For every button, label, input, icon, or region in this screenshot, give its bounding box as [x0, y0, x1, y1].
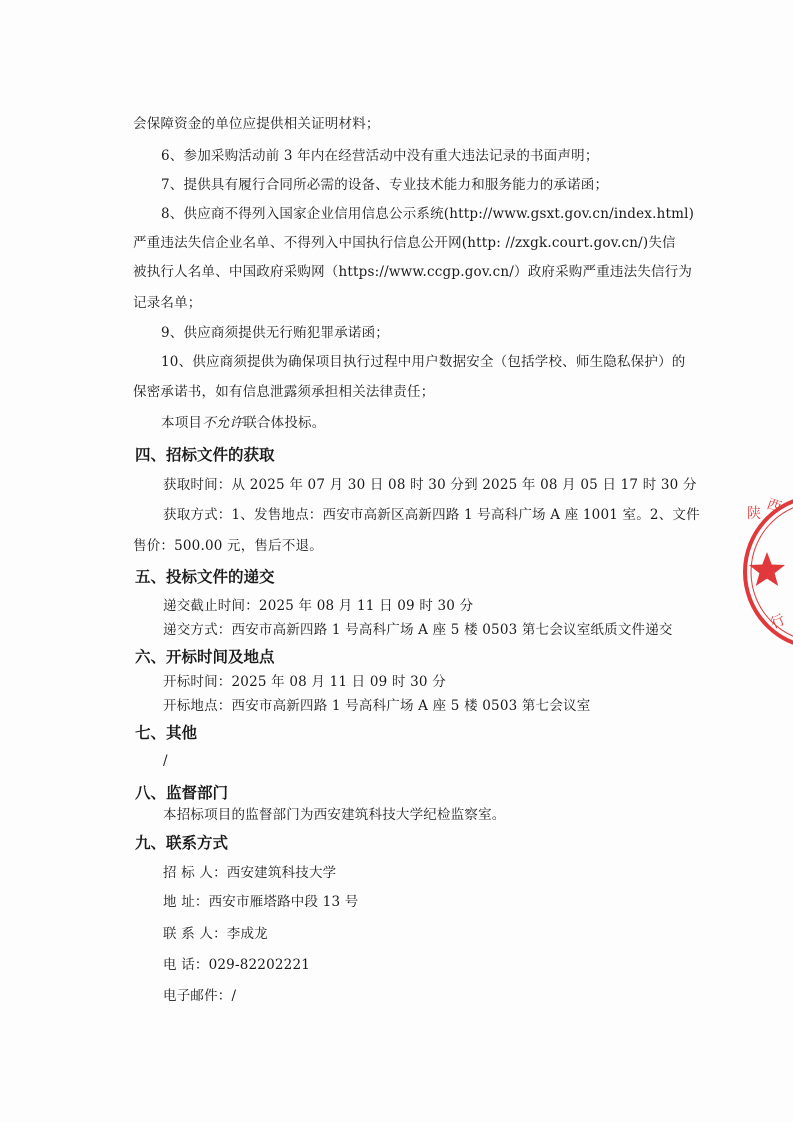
- section-4-time: 获取时间：从 2025 年 07 月 30 日 08 时 30 分到 2025 年 08 月 05 日 17 时 30 分: [163, 477, 697, 493]
- consortium-emphasis: 不允许: [202, 415, 244, 431]
- section-8-content: 本招标项目的监督部门为西安建筑科技大学纪检监察室。: [163, 807, 506, 823]
- seal-graphic: [741, 492, 793, 652]
- contact-email: 电子邮件：/: [163, 988, 237, 1004]
- section-6-time: 开标时间：2025 年 08 月 11 日 09 时 30 分: [163, 674, 446, 690]
- seal-char-1: 陕: [747, 506, 761, 522]
- contact-address: 地 址：西安市雁塔路中段 13 号: [163, 894, 359, 910]
- paragraph-continuation: 会保障资金的单位应提供相关证明材料；: [133, 116, 380, 132]
- paragraph-item-9: 9、供应商须提供无行贿犯罪承诺函；: [161, 325, 389, 341]
- seal-star-icon: [749, 552, 785, 586]
- contact-phone: 电 话：029-82202221: [163, 957, 311, 973]
- paragraph-item-8-line-4: 记录名单；: [133, 295, 202, 311]
- section-6-place: 开标地点：西安市高新四路 1 号高科广场 A 座 5 楼 0503 第七会议室: [163, 698, 591, 714]
- section-4-method-line-1: 获取方式：1、发售地点：西安市高新区高新四路 1 号高科广场 A 座 1001 室。2、文件: [163, 507, 700, 523]
- official-seal: [741, 492, 793, 652]
- section-6-heading: 六、开标时间及地点: [135, 648, 275, 666]
- consortium-suffix: 联合体投标。: [243, 415, 326, 431]
- consortium-prefix: 本项目: [161, 415, 203, 431]
- section-5-deadline: 递交截止时间：2025 年 08 月 11 日 09 时 30 分: [163, 598, 474, 614]
- paragraph-item-8-line-2: 严重违法失信企业名单、不得列入中国执行信息公开网(http: //zxgk.court.gov.cn/)失信: [133, 235, 676, 251]
- section-7-content: /: [163, 753, 168, 769]
- paragraph-item-8-line-3: 被执行人名单、中国政府采购网（https://www.ccgp.gov.cn/）政府采购严重违法失信行为: [133, 264, 693, 280]
- consortium-statement: [161, 414, 325, 432]
- contact-tenderer: 招 标 人：西安建筑科技大学: [163, 865, 337, 881]
- section-4-heading: 四、招标文件的获取: [135, 446, 275, 464]
- paragraph-item-10-line-2: 保密承诺书，如有信息泄露须承担相关法律责任；: [133, 384, 435, 400]
- section-5-heading: 五、投标文件的递交: [135, 568, 275, 586]
- section-9-heading: 九、联系方式: [135, 834, 229, 852]
- section-5-method: 递交方式：西安市高新四路 1 号高科广场 A 座 5 楼 0503 第七会议室纸质文件递交: [163, 622, 673, 638]
- paragraph-item-10-line-1: 10、供应商须提供为确保项目执行过程中用户数据安全（包括学校、师生隐私保护）的: [161, 354, 686, 370]
- seal-char-2: 西: [764, 496, 784, 516]
- paragraph-item-7: 7、提供具有履行合同所必需的设备、专业技术能力和服务能力的承诺函；: [161, 177, 609, 193]
- paragraph-item-8-line-1: 8、供应商不得列入国家企业信用信息公示系统(http://www.gsxt.gov.cn/index.html): [161, 206, 695, 222]
- section-8-heading: 八、监督部门: [135, 784, 229, 802]
- contact-person: 联 系 人：李成龙: [163, 926, 268, 942]
- section-4-method-line-2: 售价：500.00 元，售后不退。: [133, 538, 323, 554]
- paragraph-item-6: 6、参加采购活动前 3 年内在经营活动中没有重大违法记录的书面声明；: [161, 148, 599, 164]
- seal-char-3: 行: [768, 611, 788, 633]
- section-7-heading: 七、其他: [135, 724, 198, 742]
